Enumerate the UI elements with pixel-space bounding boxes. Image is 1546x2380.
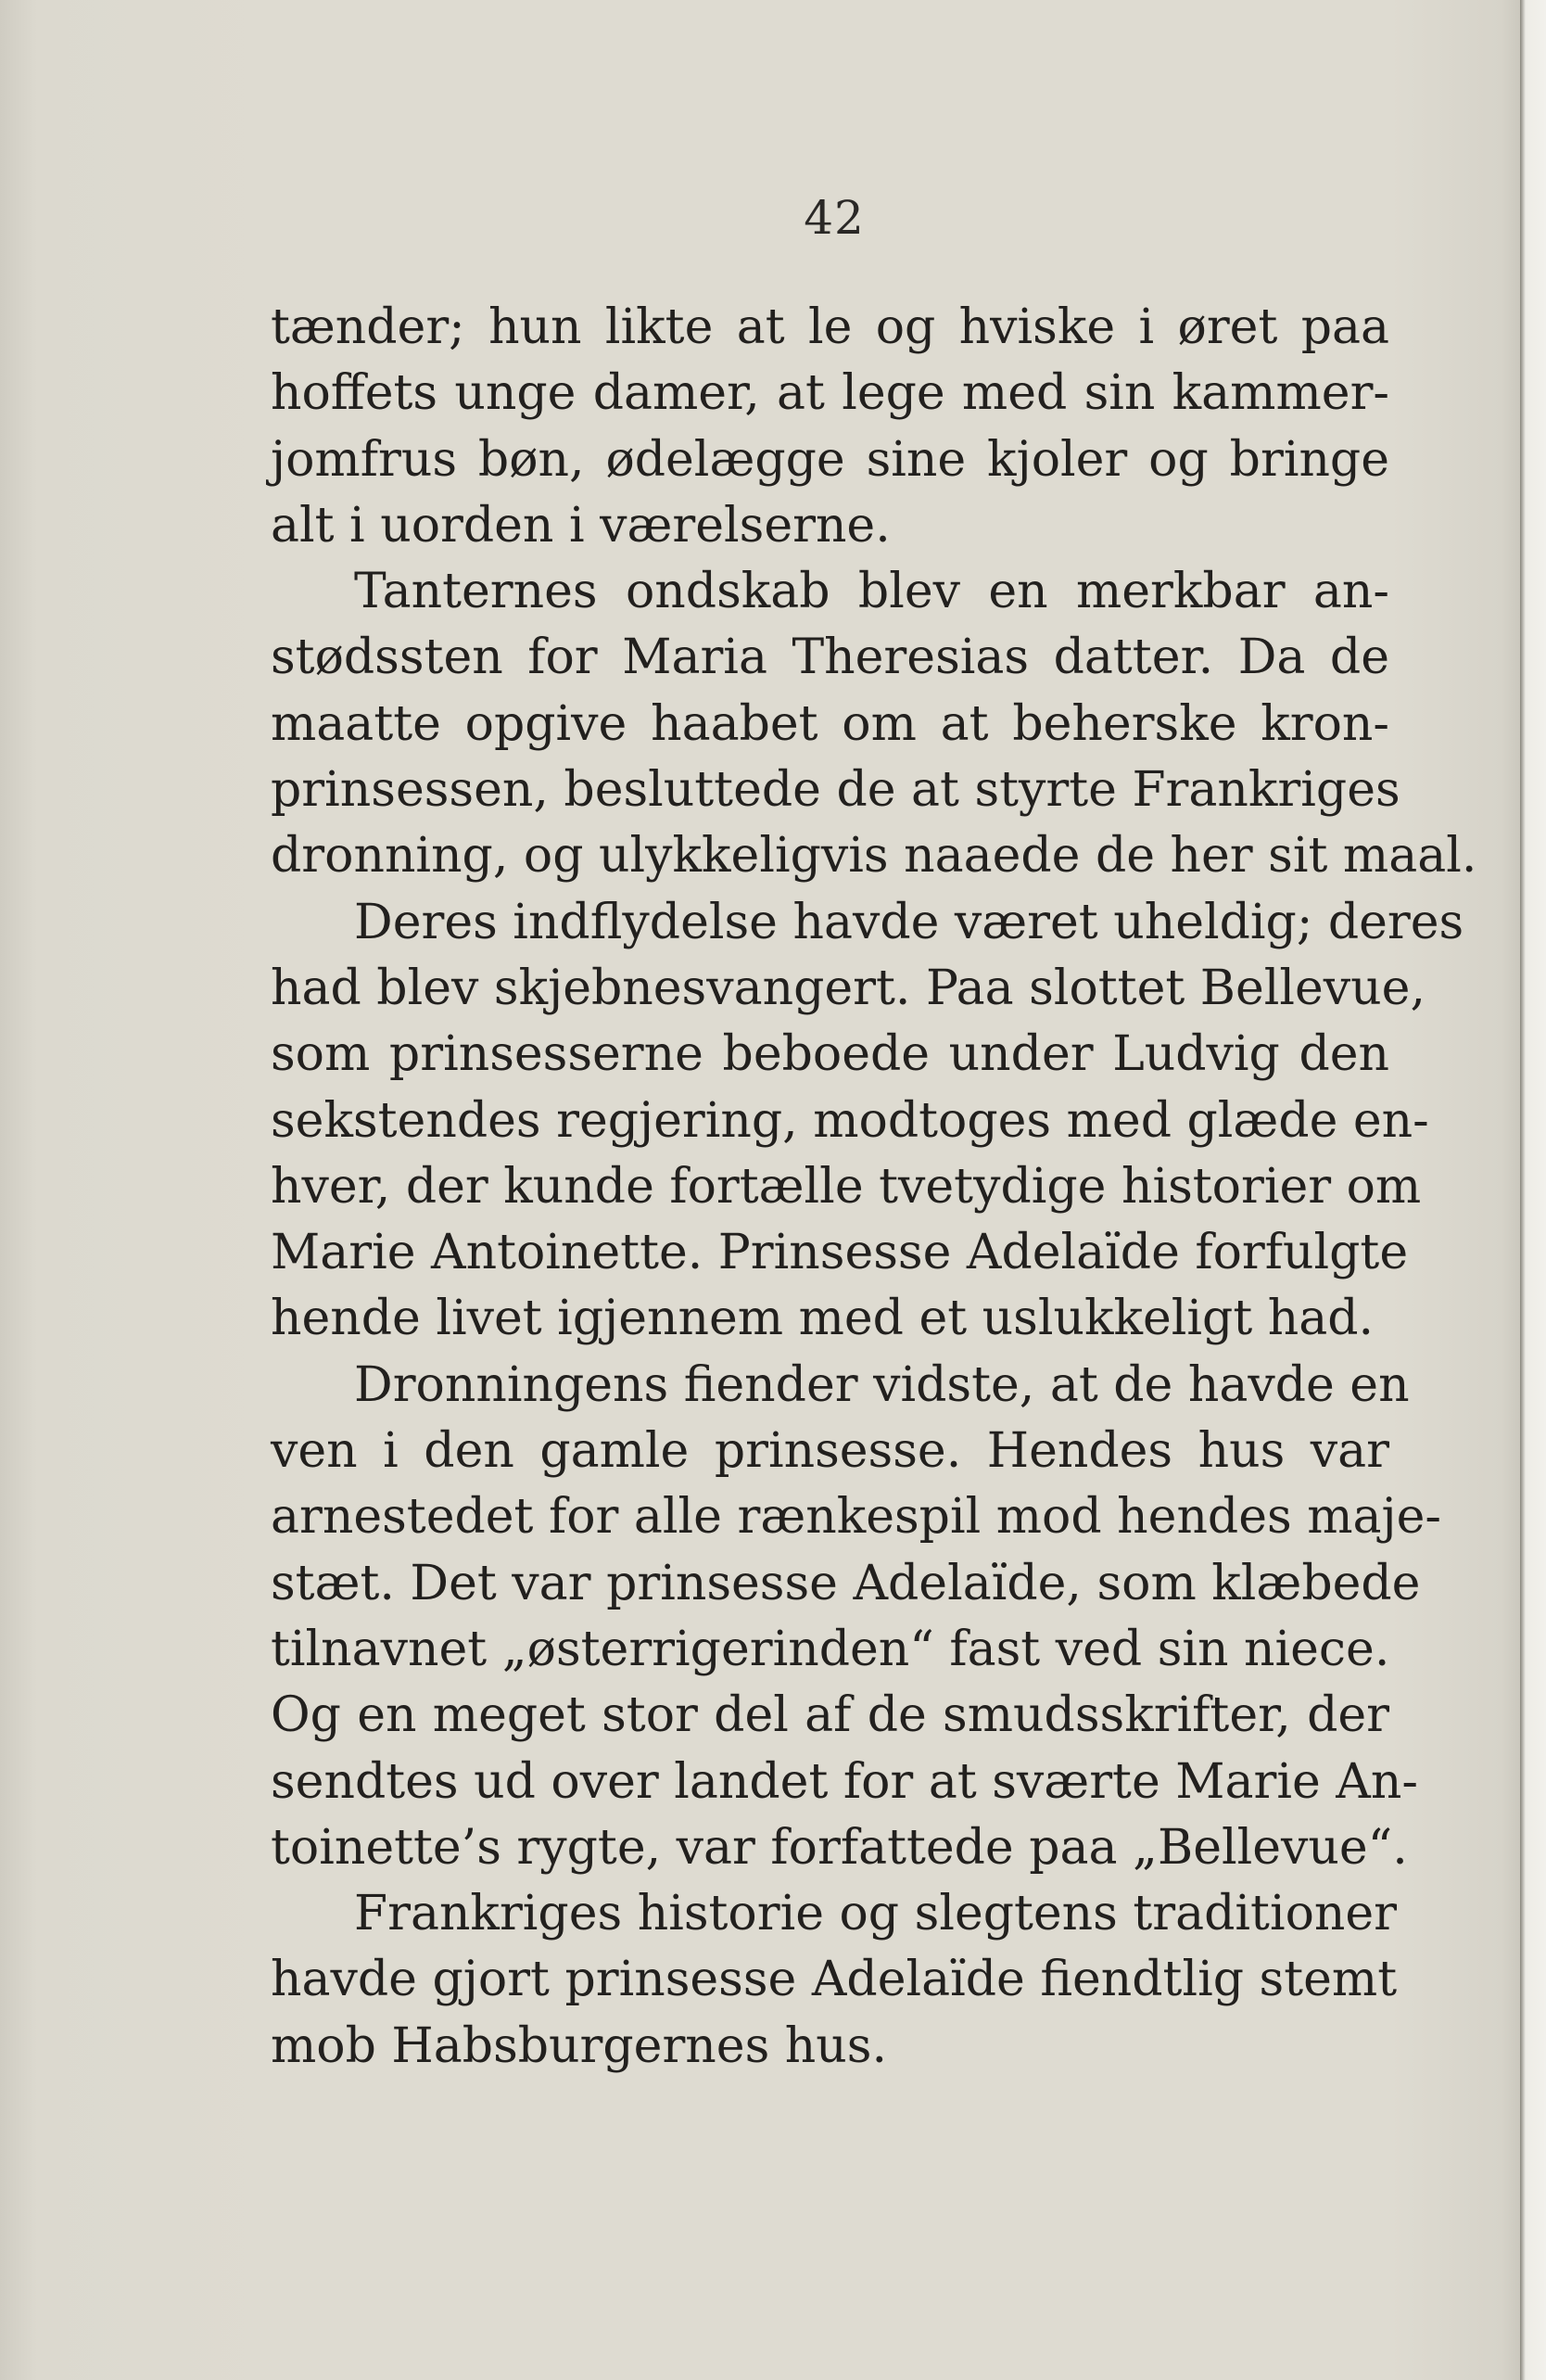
text-line: mob Habsburgernes hus.	[271, 2017, 887, 2074]
text-line: sekstendes regjering, modtoges med glæde en-	[271, 1092, 1429, 1149]
text-line: tilnavnet „østerrigerinden“ fast ved sin niece.	[271, 1621, 1390, 1677]
text-line: hoffets unge damer, at lege med sin kammer-	[271, 365, 1389, 422]
text-line: Dronningens fiender vidste, at de havde en	[354, 1356, 1410, 1413]
text-line: arnestedet for alle rænkespil mod hendes maje-	[271, 1489, 1441, 1546]
text-line: hver, der kunde fortælle tvetydige historier om	[271, 1158, 1422, 1215]
text-line: Deres indflydelse havde været uheldig; deres	[354, 894, 1464, 950]
text-line: toinette’s rygte, var forfattede paa „Bellevue“.	[271, 1819, 1408, 1876]
text-line: stødssten for Maria Theresias datter. Da de	[271, 630, 1389, 686]
page-number: 42	[804, 191, 865, 245]
text-line: Marie Antoinette. Prinsesse Adelaïde forfulgte	[271, 1225, 1409, 1281]
text-line: maatte opgive haabet om at beherske kron-	[271, 695, 1389, 752]
text-line: Frankriges historie og slegtens traditioner	[354, 1886, 1398, 1942]
text-line: som prinsesserne beboede under Ludvig den	[271, 1026, 1389, 1083]
text-line: alt i uorden i værelserne.	[271, 497, 891, 554]
text-line: hende livet igjennem med et uslukkeligt had.	[271, 1291, 1375, 1347]
text-line: havde gjort prinsesse Adelaïde fiendtlig stemt	[271, 1952, 1398, 2008]
text-line: stæt. Det var prinsesse Adelaïde, som klæbede	[271, 1555, 1421, 1611]
text-line: jomfrus bøn, ødelægge sine kjoler og bringe	[271, 431, 1389, 488]
body-text	[271, 295, 1477, 2080]
page-edge	[1520, 0, 1546, 2380]
text-line: sendtes ud over landet for at sværte Marie An-	[271, 1753, 1418, 1810]
text-line: Og en meget stor del af de smudsskrifter, der	[271, 1687, 1389, 1744]
text-line: dronning, og ulykkeligvis naaede de her sit maal.	[271, 828, 1477, 885]
text-line: Tanternes ondskab blev en merkbar an-	[354, 564, 1389, 620]
text-line: had blev skjebnesvangert. Paa slottet Bellevue,	[271, 960, 1426, 1016]
text-line: ven i den gamle prinsesse. Hendes hus var	[271, 1423, 1389, 1480]
text-line: prinsessen, besluttede de at styrte Frankriges	[271, 762, 1400, 819]
text-line: tænder; hun likte at le og hviske i øret paa	[271, 299, 1389, 355]
